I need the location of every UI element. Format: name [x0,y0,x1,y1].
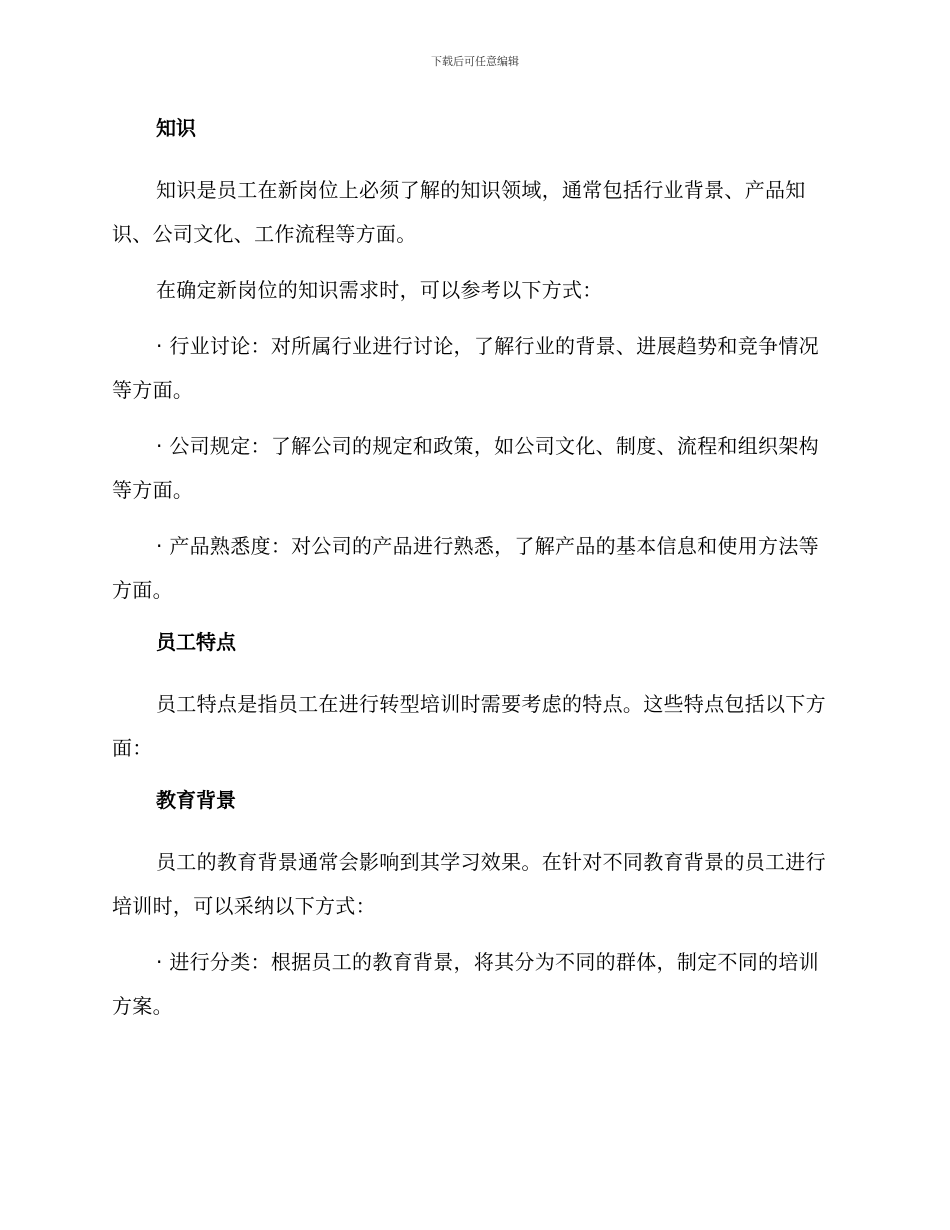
paragraph-education: 员工的教育背景通常会影响到其学习效果。在针对不同教育背景的员工进行培训时，可以采纳以下方式： [112,850,826,918]
document-body [112,110,832,1040]
bullet-company-rules: · 公司规定：了解公司的规定和政策，如公司文化、制度、流程和组织架构等方面。 [112,434,819,502]
paragraph-knowledge-definition: 知识是员工在新岗位上必须了解的知识领域，通常包括行业背景、产品知识、公司文化、工作流程等方面。 [112,178,806,246]
section-heading-knowledge: 知识 [156,116,196,140]
bullet-classification: · 进行分类：根据员工的教育背景，将其分为不同的群体，制定不同的培训方案。 [112,950,819,1018]
bullet-industry-discussion: · 行业讨论：对所属行业进行讨论，了解行业的背景、进展趋势和竞争情况等方面。 [112,334,819,402]
paragraph-employee-traits: 员工特点是指员工在进行转型培训时需要考虑的特点。这些特点包括以下方面： [112,692,826,760]
bullet-product-familiarity: · 产品熟悉度：对公司的产品进行熟悉，了解产品的基本信息和使用方法等方面。 [112,534,819,602]
paragraph-knowledge-methods: 在确定新岗位的知识需求时，可以参考以下方式： [156,278,603,302]
section-heading-education: 教育背景 [156,788,236,812]
section-heading-employee-traits: 员工特点 [156,630,236,654]
page-header: 下载后可任意编辑 [431,55,519,68]
